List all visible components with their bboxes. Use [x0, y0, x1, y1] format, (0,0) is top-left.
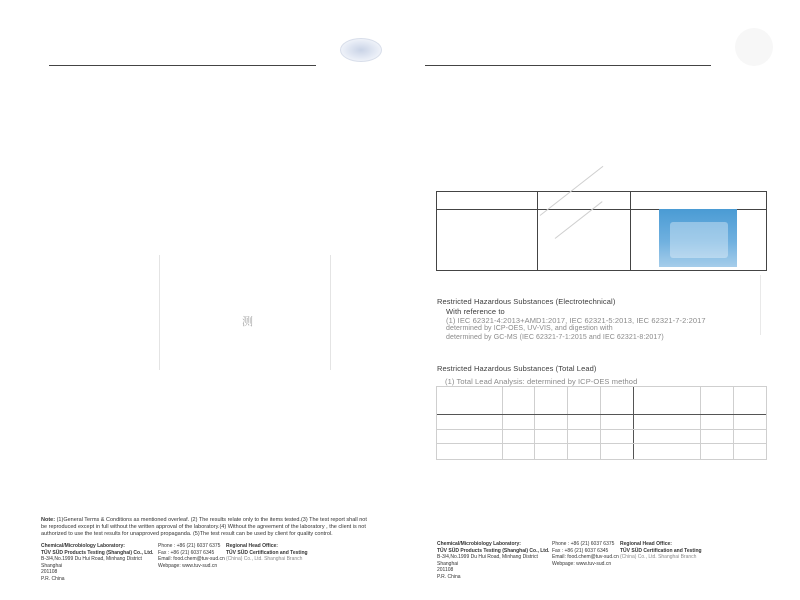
company-logo [340, 38, 382, 62]
faint-table-border [330, 255, 331, 370]
lab-company: TÜV SÜD Products Testing (Shanghai) Co., Ltd. [41, 549, 154, 556]
results-table-row-rule [437, 443, 766, 444]
results-table-col-rule [534, 387, 535, 459]
lab-webpage: Webpage: www.tuv-sud.cn [552, 560, 612, 567]
results-table-col-rule [600, 387, 601, 459]
lab-label: Chemical/Microbiology Laboratory: [41, 543, 125, 549]
lab-contact-block [552, 541, 619, 567]
regional-label: Regional Head Office: [226, 543, 278, 549]
lab-postcode: 201108 [437, 567, 454, 573]
lab-city: Shanghai [437, 560, 459, 567]
lab-email: Email: food.chem@tuv-sud.cn [158, 556, 225, 562]
lab-postcode: 201108 [41, 569, 58, 575]
stamp-mark: 测 [242, 316, 253, 328]
section-title-rohs: Restricted Hazardous Substances (Electrotechnical) [437, 297, 616, 306]
sample-table-col-2 [537, 192, 631, 270]
note-label: Note: [41, 517, 56, 523]
method-reference-label: With reference to [446, 307, 505, 316]
results-table [436, 386, 767, 460]
method-reference-line: determined by ICP-OES, UV-VIS, and digestion with [446, 325, 613, 332]
header-rule-left [49, 65, 316, 66]
lab-address-line: B-3/4,No.1999 Du Hui Road, Minhang District [437, 554, 538, 560]
results-table-col-rule [567, 387, 568, 459]
report-note [41, 517, 374, 538]
lab-contact-block [158, 543, 225, 569]
lab-label: Chemical/Microbiology Laboratory: [437, 541, 521, 547]
regional-label: Regional Head Office: [620, 541, 672, 547]
results-table-row-rule [437, 429, 766, 430]
faint-margin-line [760, 275, 761, 335]
lead-method-line: (1) Total Lead Analysis: determined by ICP-OES method [445, 377, 638, 386]
regional-office-block [620, 541, 702, 561]
method-reference-line: determined by GC-MS (IEC 62321-7-1:2015 and IEC 62321-8:2017) [446, 334, 664, 341]
regional-line: (China) Co., Ltd. Shanghai Branch [620, 554, 697, 560]
lab-address-block [437, 541, 549, 580]
results-table-col-rule [700, 387, 701, 459]
results-table-row-rule [437, 414, 766, 415]
lab-webpage: Webpage: www.tuv-sud.cn [158, 562, 218, 569]
lab-address-line: B-3/4,No.1999 Du Hui Road, Minhang District [41, 556, 142, 562]
lab-email: Email: food.chem@tuv-sud.cn [552, 554, 619, 560]
note-text: (1)General Terms & Conditions as mentioned overleaf. (2) The results relate only to the items tested.(3) The test report shall not be reproduced except in full without the written approval of the laboratory.(4) Without the agreement of the laboratory , the client is not authorized to use the test results for unapproved propaganda. (5)The test result can be used by client for quality control. [41, 517, 367, 537]
results-table-col-rule [502, 387, 503, 459]
sample-table-col-1 [437, 192, 538, 270]
lab-address-block [41, 543, 153, 582]
regional-office-block [226, 543, 308, 563]
lab-city: Shanghai [41, 562, 63, 569]
faint-table-border [159, 255, 160, 370]
section-title-lead: Restricted Hazardous Substances (Total Lead) [437, 364, 597, 373]
lab-company: TÜV SÜD Products Testing (Shanghai) Co., Ltd. [437, 547, 550, 554]
lab-phone: Phone : +86 (21) 6037 6375 [552, 541, 615, 547]
sample-photo-item [670, 222, 728, 258]
lab-country: P.R. China [437, 573, 461, 580]
header-rule-right [425, 65, 711, 66]
regional-name: TÜV SÜD Certification and Testing [226, 549, 308, 556]
faint-seal [735, 28, 773, 66]
lab-phone: Phone : +86 (21) 6037 6375 [158, 543, 221, 549]
regional-name: TÜV SÜD Certification and Testing [620, 547, 702, 554]
lab-fax: Fax : +86 (21) 6037 6345 [552, 547, 609, 554]
results-table-col-rule [633, 387, 634, 459]
method-reference-line: (1) IEC 62321-4:2013+AMD1:2017, IEC 62321-5:2013, IEC 62321-7-2:2017 [446, 316, 706, 325]
regional-line: (China) Co., Ltd. Shanghai Branch [226, 556, 303, 562]
lab-country: P.R. China [41, 575, 65, 582]
lab-fax: Fax : +86 (21) 6037 6345 [158, 549, 215, 556]
results-table-col-rule [733, 387, 734, 459]
